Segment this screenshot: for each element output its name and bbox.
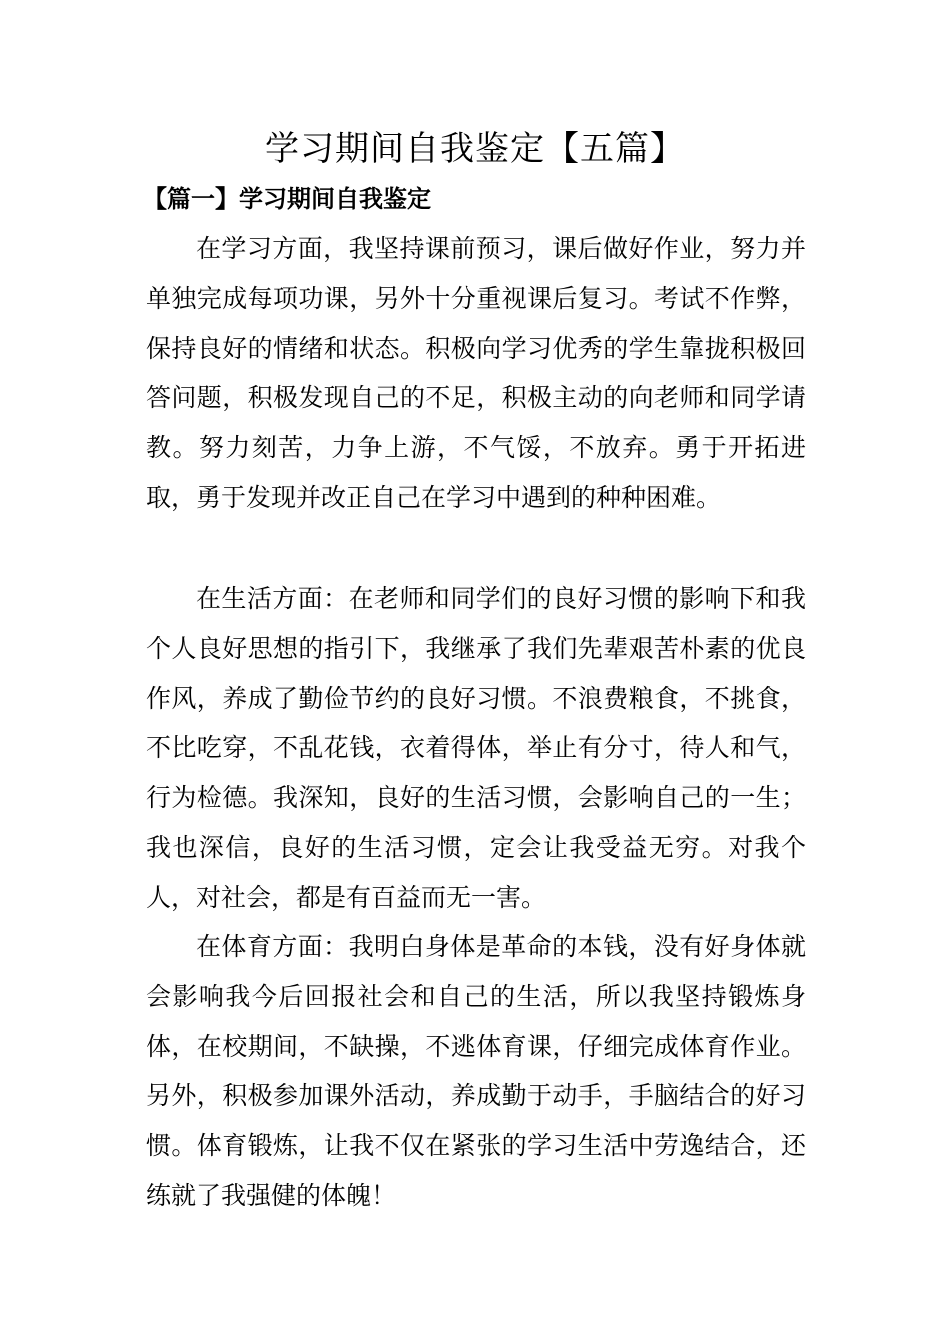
document-title: 学习期间自我鉴定【五篇】 (265, 129, 685, 169)
paragraph-study: 在学习方面，我坚持课前预习，课后做好作业，努力并单独完成每项功课，另外十分重视课后复习。考试不作弊，保持良好的情绪和状态。积极向学习优秀的学生靠拢积极回答问题，积极发现自己的不足，积极主动的向老师和同学请教。努力刻苦，力争上游，不气馁，不放弃。勇于开拓进取，勇于发现并改正自己在学习中遇到的种种困难。 (146, 234, 806, 512)
paragraph-life: 在生活方面：在老师和同学们的良好习惯的影响下和我个人良好思想的指引下，我继承了我们先辈艰苦朴素的优良作风，养成了勤俭节约的良好习惯。不浪费粮食，不挑食，不比吃穿，不乱花钱，衣着得体，举止有分寸，待人和气，行为检德。我深知，良好的生活习惯，会影响自己的一生；我也深信，良好的生活习惯，定会让我受益无穷。对我个人，对社会，都是有百益而无一害。 (146, 584, 806, 912)
paragraph-sports: 在体育方面：我明白身体是革命的本钱，没有好身体就会影响我今后回报社会和自己的生活，所以我坚持锻炼身体，在校期间，不缺操，不逃体育课，仔细完成体育作业。另外，积极参加课外活动，养成勤于动手，手脑结合的好习惯。体育锻炼，让我不仅在紧张的学习生活中劳逸结合，还练就了我强健的体魄！ (146, 932, 806, 1210)
section-heading: 【篇一】学习期间自我鉴定 (143, 184, 431, 213)
